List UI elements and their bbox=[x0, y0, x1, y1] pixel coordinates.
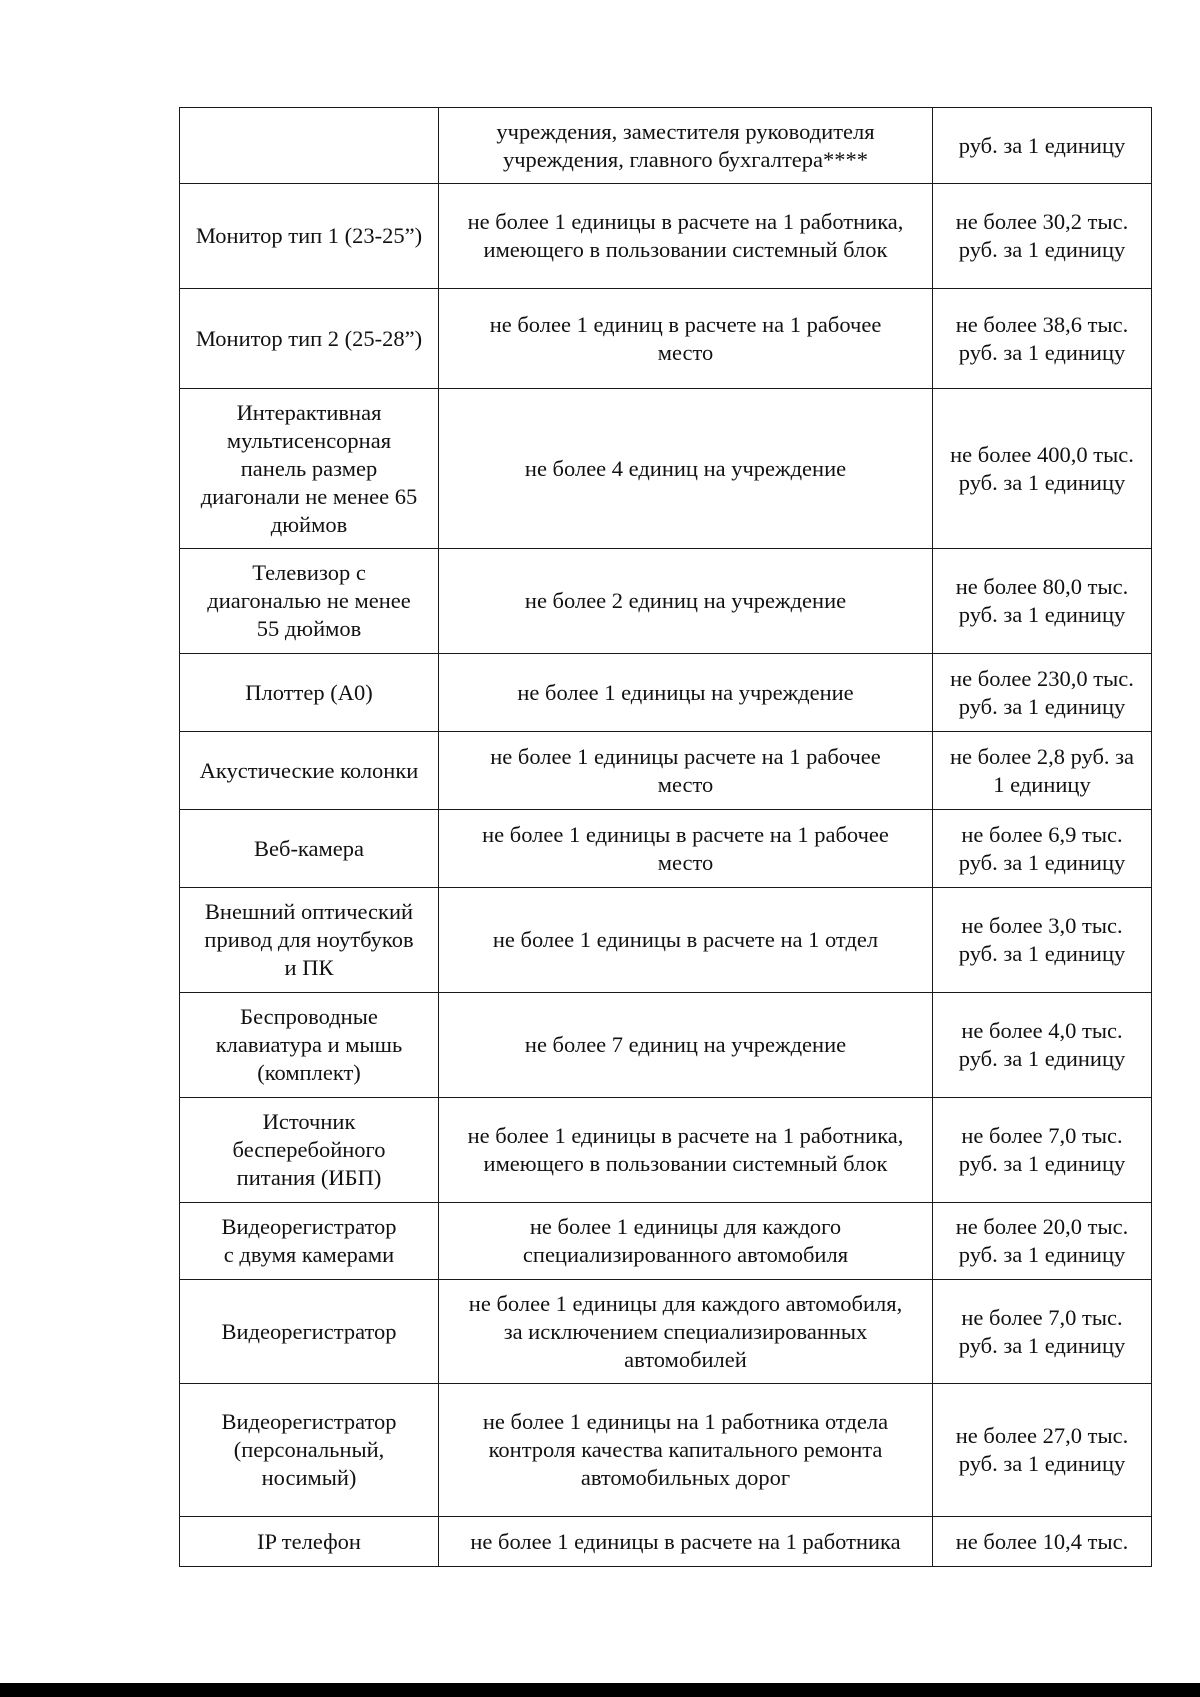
item-cell bbox=[180, 1517, 439, 1567]
norm-cell bbox=[439, 1280, 933, 1384]
item-name: Источник бесперебойного питания (ИБП) bbox=[232, 1109, 386, 1190]
price-text: не более 30,2 тыс. руб. за 1 единицу bbox=[955, 209, 1129, 262]
table-row bbox=[180, 1517, 1152, 1567]
item-cell bbox=[180, 108, 439, 184]
item-cell bbox=[180, 732, 439, 810]
norm-text: не более 1 единицы на учреждение bbox=[517, 679, 854, 705]
item-name: Видеорегистратор bbox=[221, 1318, 397, 1344]
norm-text: не более 1 единицы в расчете на 1 работника, имеющего в пользовании системный блок bbox=[467, 209, 904, 262]
norm-text: не более 1 единицы в расчете на 1 рабочее место bbox=[482, 821, 889, 875]
norm-text: не более 7 единиц на учреждение bbox=[524, 1032, 847, 1057]
price-cell bbox=[933, 810, 1152, 888]
norm-cell bbox=[439, 184, 933, 289]
price-text: не более 80,0 тыс. руб. за 1 единицу bbox=[955, 574, 1129, 627]
price-text: не более 10,4 тыс. bbox=[955, 1528, 1129, 1554]
table-row bbox=[180, 1384, 1152, 1517]
item-name: Внешний оптический привод для ноутбуков и ПК bbox=[204, 899, 414, 980]
norm-cell bbox=[439, 108, 933, 184]
table-row bbox=[180, 289, 1152, 389]
price-cell bbox=[933, 888, 1152, 993]
price-cell bbox=[933, 993, 1152, 1098]
item-cell bbox=[180, 654, 439, 732]
norm-text: не более 1 единицы для каждого автомобиля, за исключением специализированных автомобилей bbox=[468, 1290, 903, 1372]
table-row bbox=[180, 389, 1152, 549]
table-row bbox=[180, 549, 1152, 654]
price-text: не более 4,0 тыс. руб. за 1 единицу bbox=[958, 1018, 1126, 1071]
price-cell bbox=[933, 1384, 1152, 1517]
item-cell bbox=[180, 993, 439, 1098]
price-text: не более 27,0 тыс. руб. за 1 единицу bbox=[955, 1423, 1129, 1476]
price-text: не более 6,9 тыс. руб. за 1 единицу bbox=[958, 821, 1126, 875]
norm-cell bbox=[439, 732, 933, 810]
price-cell bbox=[933, 654, 1152, 732]
table-row bbox=[180, 184, 1152, 289]
norm-text: не более 1 единицы в расчете на 1 отдел bbox=[492, 927, 879, 952]
price-cell bbox=[933, 1517, 1152, 1567]
norm-text: не более 4 единиц на учреждение bbox=[524, 455, 847, 481]
norm-text: не более 1 единицы в расчете на 1 работника, имеющего в пользовании системный блок bbox=[467, 1123, 904, 1176]
norm-cell bbox=[439, 1517, 933, 1567]
price-text: руб. за 1 единицу bbox=[958, 132, 1126, 158]
item-name: Видеорегистратор (персональный, носимый) bbox=[221, 1409, 397, 1490]
table-row bbox=[180, 1280, 1152, 1384]
price-cell bbox=[933, 289, 1152, 389]
norm-text: не более 1 единиц в расчете на 1 рабочее место bbox=[489, 311, 882, 365]
price-cell bbox=[933, 549, 1152, 654]
price-text: не более 38,6 тыс. руб. за 1 единицу bbox=[955, 311, 1129, 365]
table-row bbox=[180, 654, 1152, 732]
price-text: не более 7,0 тыс. руб. за 1 единицу bbox=[958, 1304, 1126, 1358]
price-text: не более 400,0 тыс. руб. за 1 единицу bbox=[950, 441, 1134, 495]
norm-cell bbox=[439, 810, 933, 888]
item-name: Телевизор с диагональю не менее 55 дюймов bbox=[207, 560, 411, 641]
item-name: Веб-камера bbox=[254, 835, 364, 861]
item-name: Беспроводные клавиатура и мышь (комплект) bbox=[215, 1004, 403, 1085]
norm-cell bbox=[439, 888, 933, 993]
table-row bbox=[180, 1203, 1152, 1280]
price-cell bbox=[933, 108, 1152, 184]
item-cell bbox=[180, 1280, 439, 1384]
norm-cell bbox=[439, 549, 933, 654]
price-cell bbox=[933, 1280, 1152, 1384]
price-text: не более 2,8 руб. за 1 единицу bbox=[949, 743, 1135, 797]
norm-cell bbox=[439, 389, 933, 549]
price-text: не более 7,0 тыс. руб. за 1 единицу bbox=[958, 1123, 1126, 1176]
item-name: IP телефон bbox=[257, 1528, 361, 1554]
norm-text: не более 1 единицы для каждого специализированного автомобиля bbox=[522, 1214, 849, 1267]
item-cell bbox=[180, 549, 439, 654]
table-row bbox=[180, 993, 1152, 1098]
item-cell bbox=[180, 389, 439, 549]
norms-table bbox=[179, 107, 1152, 1567]
table-row bbox=[180, 108, 1152, 184]
item-name: Плоттер (А0) bbox=[245, 679, 373, 705]
price-cell bbox=[933, 732, 1152, 810]
scan-bottom-edge bbox=[0, 1683, 1200, 1697]
norm-text: не более 1 единицы на 1 работника отдела контроля качества капитального ремонта автомобильных дорог bbox=[482, 1409, 889, 1490]
norm-text: не более 2 единиц на учреждение bbox=[524, 588, 847, 613]
item-cell bbox=[180, 289, 439, 389]
price-cell bbox=[933, 1098, 1152, 1203]
norm-cell bbox=[439, 993, 933, 1098]
table-row bbox=[180, 732, 1152, 810]
item-cell bbox=[180, 1203, 439, 1280]
norm-cell bbox=[439, 1098, 933, 1203]
norm-text: не более 1 единицы в расчете на 1 работника bbox=[470, 1528, 901, 1554]
norm-text: учреждения, заместителя руководителя учреждения, главного бухгалтера**** bbox=[496, 118, 875, 172]
norm-cell bbox=[439, 1203, 933, 1280]
norm-cell bbox=[439, 289, 933, 389]
item-name: Монитор тип 2 (25-28”) bbox=[195, 325, 423, 351]
price-text: не более 20,0 тыс. руб. за 1 единицу bbox=[955, 1214, 1129, 1267]
item-cell bbox=[180, 184, 439, 289]
item-cell bbox=[180, 1098, 439, 1203]
price-cell bbox=[933, 184, 1152, 289]
norm-cell bbox=[439, 1384, 933, 1517]
item-cell bbox=[180, 888, 439, 993]
table-row bbox=[180, 888, 1152, 993]
item-cell bbox=[180, 1384, 439, 1517]
price-cell bbox=[933, 389, 1152, 549]
price-cell bbox=[933, 1203, 1152, 1280]
price-text: не более 3,0 тыс. руб. за 1 единицу bbox=[958, 913, 1126, 966]
table-row bbox=[180, 1098, 1152, 1203]
norm-text: не более 1 единицы расчете на 1 рабочее место bbox=[490, 743, 881, 797]
item-cell bbox=[180, 810, 439, 888]
item-name: Интерактивная мультисенсорная панель размер диагонали не менее 65 дюймов bbox=[200, 399, 418, 537]
item-name: Монитор тип 1 (23-25”) bbox=[195, 223, 423, 248]
table-row bbox=[180, 810, 1152, 888]
norm-cell bbox=[439, 654, 933, 732]
item-name: Акустические колонки bbox=[199, 757, 419, 783]
item-name: Видеорегистратор с двумя камерами bbox=[221, 1214, 397, 1267]
price-text: не более 230,0 тыс. руб. за 1 единицу bbox=[950, 665, 1134, 719]
